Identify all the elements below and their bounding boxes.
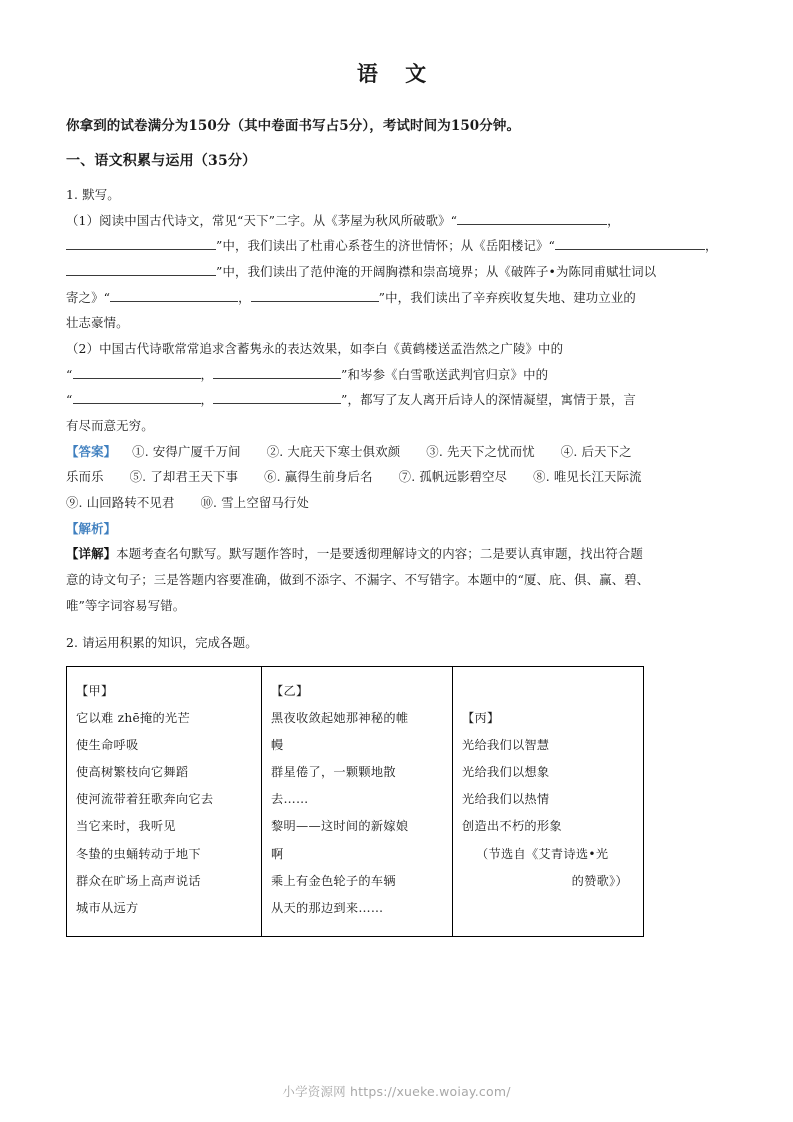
answer-item-5: ⑤. 了却君王天下事 [129, 469, 239, 485]
answer-block-line2 [66, 464, 727, 490]
question-1-number: 1. 默写。 [66, 187, 120, 202]
yi-line-6: 啊 [271, 846, 284, 861]
jia-line-7: 群众在旷场上高声说话 [76, 873, 201, 888]
question-1-part2-line1: （2）中国古代诗歌常常追求含蓄隽永的表达效果，如李白《黄鹤楼送孟浩然之广陵》中的 [66, 341, 564, 357]
exam-instructions: 你拿到的试卷满分为150分（其中卷面书写占5分），考试时间为150分钟。 [66, 118, 521, 134]
question-2-number: 2. 请运用积累的知识，完成各题。 [66, 635, 258, 651]
table-cell-bing [453, 667, 644, 937]
question-1-part1-line2 [66, 233, 727, 259]
answer-item-4-head: ④. 后天下之 [560, 443, 632, 459]
q1-p1-text-c: ”中，我们读出了杜甫心系苍生的济世情怀；从《岳阳楼记》“ [216, 238, 556, 254]
section-heading: 一、语文积累与运用（35分） [66, 153, 257, 169]
bing-line-3: 光给我们以热情 [462, 792, 550, 807]
analysis-detail-line3: 唯”等字词容易写错。 [66, 597, 186, 613]
question-1-part1-line5: 壮志豪情。 [66, 315, 129, 331]
answer-item-2: ②. 大庇天下寒士俱欢颜 [266, 443, 401, 459]
answer-blank-4[interactable] [66, 263, 216, 276]
question-1-part2-line4: 有尽而意无穷。 [66, 418, 154, 434]
question-1-part1-line1 [66, 208, 727, 234]
analysis-detail-text-1: 本题考查名句默写。默写题作答时，一是要透彻理解诗文的内容；二是要认真审题，找出符合题 [116, 546, 643, 562]
watermark: 小学资源网 https://xueke.woiay.com/ [282, 1084, 511, 1099]
answer-item-10: ⑩. 雪上空留马行处 [200, 495, 310, 511]
q1-p1-text-g: ， [238, 289, 251, 305]
table-row [67, 667, 644, 937]
answer-item-4-tail: 乐而乐 [66, 469, 104, 485]
page-title: 语 文 [356, 61, 437, 86]
yi-line-5: 黎明——这时间的新嫁娘 [271, 819, 409, 834]
q1-p2-quote-open-2: “ [66, 392, 73, 408]
question-1-part2-line3 [66, 387, 727, 413]
answer-item-3: ③. 先天下之忧而忧 [426, 443, 535, 459]
bing-line-1: 光给我们以智慧 [462, 738, 550, 753]
answer-blank-5[interactable] [110, 288, 238, 301]
jia-line-2: 使生命呼吸 [76, 738, 139, 753]
answer-item-7: ⑦. 孤帆远影碧空尽 [398, 469, 508, 485]
answer-blank-3[interactable] [555, 237, 705, 250]
q1-p1-text-d: ， [705, 238, 718, 254]
q1-p1-text-a: （1）阅读中国古代诗文，常见“天下”二字。从《茅屋为秋风所破歌》“ [66, 212, 458, 228]
q1-p1-text-b: ， [607, 212, 620, 228]
q1-p2-text-g: ”，都写了友人离开后诗人的深情凝望，寓情于景，言 [341, 392, 636, 408]
answer-blank-8[interactable] [213, 365, 341, 378]
answer-block-line1 [66, 439, 727, 465]
answer-item-6: ⑥. 赢得生前身后名 [264, 469, 373, 485]
answer-item-8: ⑧. 唯见长江天际流 [533, 469, 642, 485]
q1-p2-text-f: ， [200, 392, 214, 408]
bing-source-line-2: 的赞歌》） [571, 873, 628, 888]
analysis-detail-label: 【详解】 [66, 546, 117, 562]
q1-p2-quote-open-1: “ [66, 366, 73, 382]
bing-line-2: 光给我们以想象 [462, 765, 550, 780]
analysis-label: 【解析】 [66, 520, 117, 536]
bing-spacer [462, 678, 634, 705]
yi-line-3: 群星倦了，一颗颗地散 [271, 765, 396, 780]
jia-line-6: 冬蛰的虫蛹转动于地下 [76, 846, 201, 861]
analysis-detail-line2: 意的诗文句子；三是答题内容要准确，做到不添字、不漏字、不写错字。本题中的“厦、庇、俱、赢、碧、 [66, 572, 650, 588]
analysis-detail-line1 [66, 541, 727, 567]
table-cell-yi [262, 667, 453, 937]
jia-line-8: 城市从远方 [76, 900, 139, 915]
answer-label: 【答案】 [66, 443, 117, 459]
yi-line-7: 乘上有金色轮子的车辆 [271, 873, 396, 888]
jia-line-1: 它以难 zhē掩的光芒 [76, 711, 190, 726]
cell-label-bing: 【丙】 [462, 711, 500, 726]
answer-blank-6[interactable] [251, 288, 379, 301]
question-1-part1-line4 [66, 285, 727, 311]
analysis-label-row [66, 516, 727, 542]
answer-blank-7[interactable] [73, 365, 201, 378]
q1-p1-text-h: ”中，我们读出了辛弃疾收复失地、建功立业的 [378, 289, 636, 305]
cell-label-jia: 【甲】 [76, 684, 114, 699]
yi-line-2: 幔 [271, 738, 284, 753]
yi-line-8: 从天的那边到来…… [271, 900, 384, 915]
answer-item-9: ⑨. 山回路转不见君 [66, 495, 175, 511]
q1-p2-text-c: ， [200, 366, 214, 382]
answer-blank-9[interactable] [73, 391, 201, 404]
q1-p1-text-e: ”中，我们读出了范仲淹的开阔胸襟和崇高境界；从《破阵子•为陈同甫赋壮词以 [216, 264, 657, 280]
cell-label-yi: 【乙】 [271, 684, 309, 699]
jia-line-3: 使高树繁枝向它舞蹈 [76, 765, 189, 780]
q1-p2-text-d: ”和岑参《白雪歌送武判官归京》中的 [341, 366, 549, 382]
question-1-part2-line2 [66, 362, 727, 388]
answer-blank-1[interactable] [457, 211, 607, 224]
jia-line-5: 当它来时，我听见 [76, 819, 176, 834]
q1-p1-text-f: 寄之》“ [66, 289, 111, 305]
yi-line-1: 黑夜收敛起她那神秘的帷 [271, 711, 409, 726]
bing-line-4: 创造出不朽的形象 [462, 819, 562, 834]
jia-line-4: 使河流带着狂歌奔向它去 [76, 792, 214, 807]
answer-block-line3 [66, 490, 727, 516]
question-1-part1-line3 [66, 259, 727, 285]
answer-blank-2[interactable] [66, 237, 216, 250]
answer-blank-10[interactable] [213, 391, 341, 404]
table-cell-jia [67, 667, 262, 937]
poem-comparison-table [66, 666, 644, 937]
bing-source-line-1: （节选自《艾青诗选•光 [476, 846, 609, 861]
answer-item-1: ①. 安得广厦千万间 [132, 443, 241, 459]
yi-line-4: 去…… [271, 792, 309, 807]
